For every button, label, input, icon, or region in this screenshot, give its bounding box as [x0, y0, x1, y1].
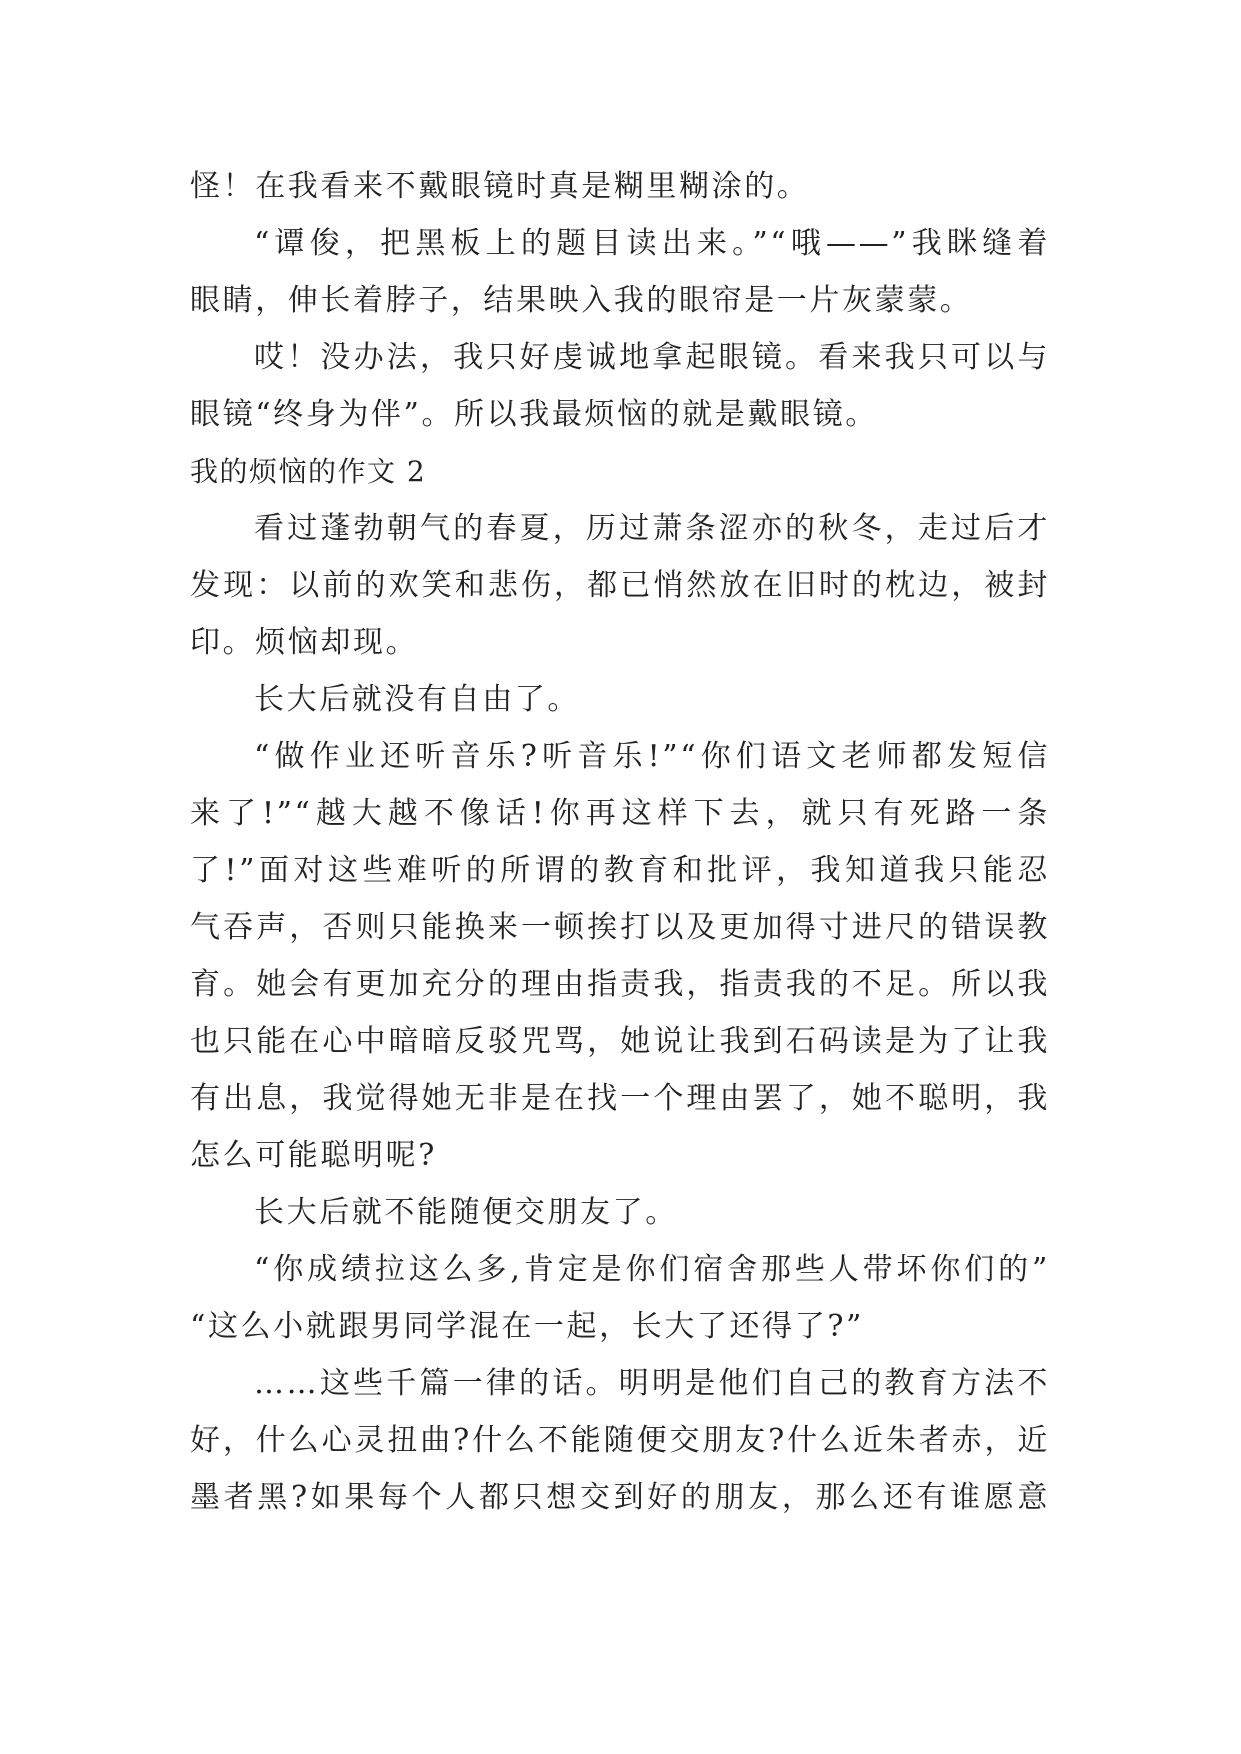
- text-line: 发现：以前的欢笑和悲伤，都已悄然放在旧时的枕边，被封: [190, 568, 1050, 603]
- text-line: “做作业还听音乐?听音乐!”“你们语文老师都发短信: [254, 739, 1050, 774]
- document-body: [190, 158, 1050, 1526]
- text-line: “这么小就跟男同学混在一起，长大了还得了?”: [190, 1309, 864, 1344]
- text-line: 气吞声，否则只能换来一顿挨打以及更加得寸进尺的错误教: [190, 910, 1050, 945]
- text-line: 眼镜“终身为伴”。所以我最烦恼的就是戴眼镜。: [190, 397, 878, 432]
- text-line: 怎么可能聪明呢?: [190, 1138, 437, 1173]
- section-heading: 我的烦恼的作文 2: [190, 455, 427, 488]
- text-line: 好，什么心灵扭曲?什么不能随便交朋友?什么近朱者赤，近: [190, 1423, 1050, 1458]
- text-line: 了!”面对这些难听的所谓的教育和批评，我知道我只能忍: [190, 853, 1050, 888]
- text-line: 哎！没办法，我只好虔诚地拿起眼镜。看来我只可以与: [254, 340, 1050, 375]
- text-line: ……这些千篇一律的话。明明是他们自己的教育方法不: [254, 1366, 1050, 1401]
- text-line: 墨者黑?如果每个人都只想交到好的朋友，那么还有谁愿意: [190, 1480, 1050, 1515]
- text-line: 眼睛，伸长着脖子，结果映入我的眼帘是一片灰蒙蒙。: [190, 283, 973, 318]
- text-line: 有出息，我觉得她无非是在找一个理由罢了，她不聪明，我: [190, 1081, 1050, 1116]
- text-line: 长大后就不能随便交朋友了。: [254, 1195, 678, 1230]
- text-line: “你成绩拉这么多,肯定是你们宿舍那些人带坏你们的”: [254, 1252, 1050, 1287]
- text-line: 育。她会有更加充分的理由指责我，指责我的不足。所以我: [190, 967, 1050, 1002]
- text-line: “谭俊，把黑板上的题目读出来。”“哦——”我眯缝着: [254, 226, 1050, 261]
- text-line: 看过蓬勃朝气的春夏，历过萧条涩亦的秋冬，走过后才: [254, 511, 1050, 546]
- text-line: 印。烦恼却现。: [190, 625, 419, 660]
- text-line: 长大后就没有自由了。: [254, 682, 580, 717]
- text-line: 怪！在我看来不戴眼镜时真是糊里糊涂的。: [190, 169, 810, 204]
- text-line: 来了!”“越大越不像话!你再这样下去，就只有死路一条: [190, 796, 1050, 831]
- text-line: 也只能在心中暗暗反驳咒骂，她说让我到石码读是为了让我: [190, 1024, 1050, 1059]
